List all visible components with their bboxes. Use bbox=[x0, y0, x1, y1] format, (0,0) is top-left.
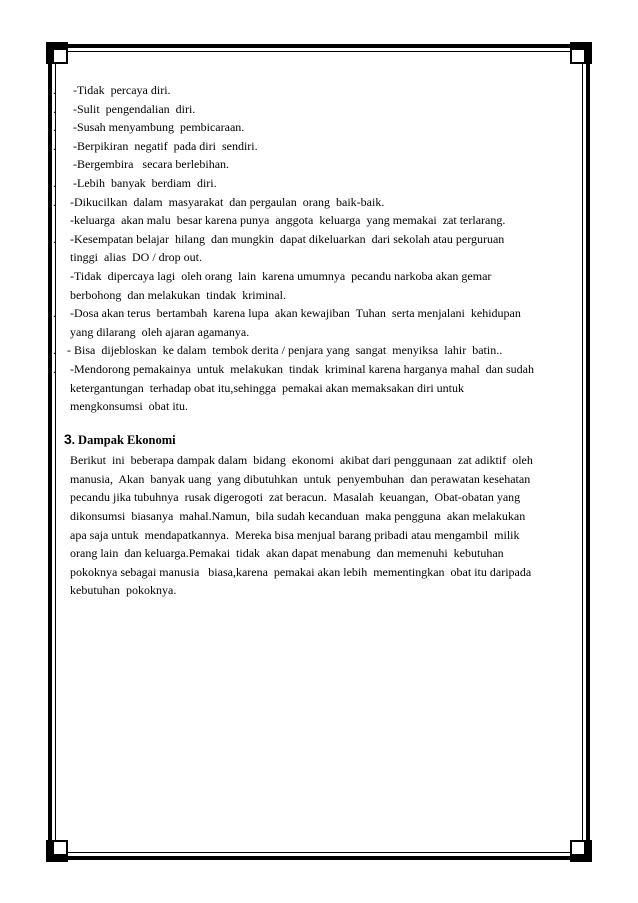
paragraph-line: Berikut ini beberapa dampak dalam bidang ekonomi akibat dari penggunaan zat adiktif oleh bbox=[64, 453, 533, 468]
list-bullet: . bbox=[53, 120, 56, 135]
list-bullet: . bbox=[53, 83, 56, 97]
list-bullet: . bbox=[53, 306, 56, 321]
border-corner-gap bbox=[572, 50, 584, 62]
list-bullet: . bbox=[53, 343, 56, 358]
list-item bbox=[53, 341, 569, 360]
list-item bbox=[53, 230, 569, 249]
economic-impact-paragraph bbox=[64, 451, 569, 600]
list-item bbox=[53, 100, 569, 119]
list-bullet: . bbox=[53, 101, 56, 116]
list-item bbox=[53, 137, 569, 156]
consequence-list bbox=[53, 81, 569, 416]
border-corner-gap bbox=[54, 50, 66, 62]
border-corner-gap bbox=[572, 842, 584, 854]
list-bullet: . bbox=[53, 361, 56, 376]
list-item-text: ketergantungan terhadap obat itu,sehingga pemakai akan memaksakan diri untuk bbox=[64, 380, 464, 395]
list-item-text: -Berpikiran negatif pada diri sendiri. bbox=[64, 138, 258, 153]
list-item bbox=[64, 397, 569, 416]
list-bullet: . bbox=[53, 194, 56, 209]
paragraph-line: manusia, Akan banyak uang yang dibutuhkan untuk penyembuhan dan perawatan kesehatan bbox=[64, 471, 531, 486]
list-item-text: mengkonsumsi obat itu. bbox=[64, 399, 188, 414]
border-corner-gap bbox=[54, 842, 66, 854]
list-item bbox=[64, 248, 569, 267]
list-item-text: - Bisa dijebloskan ke dalam tembok derita / penjara yang sangat menyiksa lahir batin.. bbox=[64, 343, 503, 358]
paragraph-line: pecandu jika tubuhnya rusak digerogoti zat beracun. Masalah keuangan, Obat-obatan yang bbox=[64, 490, 521, 505]
list-item-text: -Susah menyambung pembicaraan. bbox=[64, 120, 245, 135]
list-item-text: -Dikucilkan dalam masyarakat dan pergaulan orang baik-baik. bbox=[64, 194, 385, 209]
section-number: 3 bbox=[64, 430, 72, 447]
list-item-text: -Bergembira secara berlebihan. bbox=[64, 157, 230, 172]
list-item-text: -Mendorong pemakainya untuk melakukan tindak kriminal karena harganya mahal dan sudah bbox=[64, 361, 534, 376]
list-item bbox=[53, 81, 569, 100]
list-item bbox=[64, 155, 569, 174]
list-item-text: berbohong dan melakukan tindak kriminal. bbox=[64, 287, 286, 302]
list-item-text: -Lebih banyak berdiam diri. bbox=[64, 175, 217, 190]
list-item bbox=[53, 193, 569, 212]
section-heading bbox=[64, 430, 569, 450]
list-bullet: . bbox=[53, 175, 56, 190]
list-item bbox=[64, 323, 569, 342]
list-item bbox=[64, 211, 569, 230]
list-item-text: tinggi alias DO / drop out. bbox=[64, 250, 202, 265]
list-item-text: -Tidak percaya diri. bbox=[64, 83, 171, 97]
paragraph-line: orang lain dan keluarga.Pemakai tidak akan dapat menabung dan memenuhi kebutuhan bbox=[64, 546, 504, 561]
list-item-text: -Sulit pengendalian diri. bbox=[64, 101, 196, 116]
paragraph-line: apa saja untuk mendapatkannya. Mereka bisa menjual barang pribadi atau mengambil milik bbox=[64, 527, 520, 542]
list-item bbox=[53, 118, 569, 137]
list-item bbox=[53, 174, 569, 193]
list-item-text: -Dosa akan terus bertambah karena lupa akan kewajiban Tuhan serta menjalani kehidupan bbox=[64, 306, 521, 321]
list-item-text: -keluarga akan malu besar karena punya anggota keluarga yang memakai zat terlarang. bbox=[64, 213, 506, 228]
list-item bbox=[53, 360, 569, 379]
list-item-text: -Kesempatan belajar hilang dan mungkin dapat dikeluarkan dari sekolah atau perguruan bbox=[64, 231, 505, 246]
list-item-text: yang dilarang oleh ajaran agamanya. bbox=[64, 324, 250, 339]
list-item bbox=[64, 379, 569, 398]
document-body bbox=[53, 81, 569, 600]
paragraph-line: pokoknya sebagai manusia biasa,karena pemakai akan lebih mementingkan obat itu daripada bbox=[64, 564, 532, 579]
list-bullet: . bbox=[53, 138, 56, 153]
list-item-text: -Tidak dipercaya lagi oleh orang lain karena umumnya pecandu narkoba akan gemar bbox=[64, 268, 492, 283]
list-item bbox=[53, 304, 569, 323]
list-item bbox=[64, 286, 569, 305]
paragraph-line: dikonsumsi biasanya mahal.Namun, bila sudah kecanduan maka pengguna akan melakukan bbox=[64, 509, 526, 524]
list-bullet: . bbox=[53, 231, 56, 246]
list-item bbox=[64, 267, 569, 286]
section-title: . Dampak Ekonomi bbox=[71, 432, 176, 447]
paragraph-line: kebutuhan pokoknya. bbox=[64, 583, 177, 598]
